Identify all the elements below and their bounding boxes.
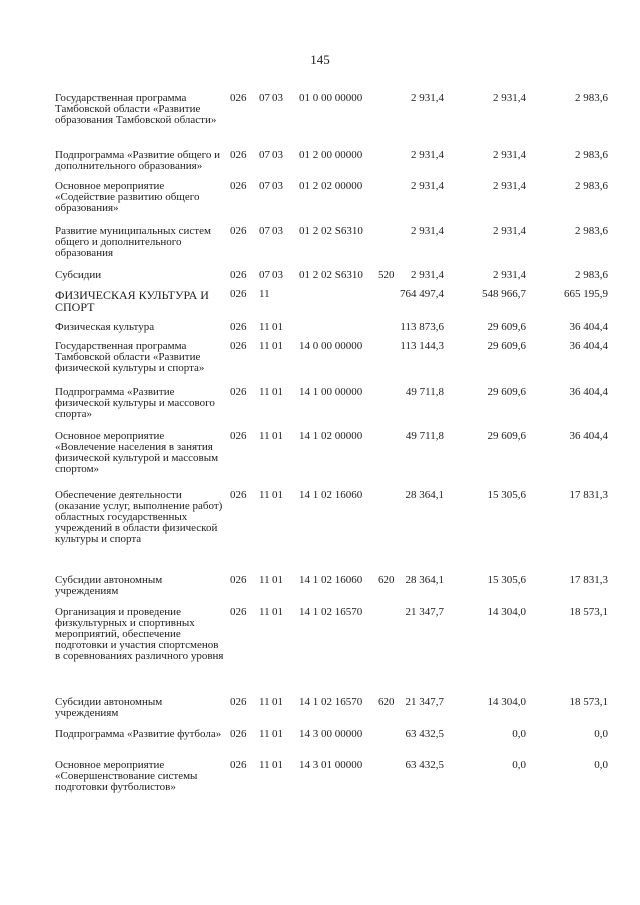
row-value-1: 764 497,4	[400, 288, 444, 300]
row-value-2: 29 609,6	[487, 340, 526, 352]
row-value-2: 2 931,4	[493, 92, 526, 104]
row-section: 11	[259, 574, 270, 586]
row-section: 07	[259, 225, 270, 237]
row-value-2: 29 609,6	[487, 321, 526, 333]
row-value-2: 548 966,7	[482, 288, 526, 300]
row-target-article: 14 3 01 00000	[299, 759, 363, 771]
row-value-1: 49 711,8	[405, 430, 444, 442]
row-value-3: 18 573,1	[569, 606, 608, 618]
row-value-3: 18 573,1	[569, 696, 608, 708]
row-name: Подпрограмма «Развитие футбола»	[55, 728, 222, 740]
row-target-article: 14 1 02 16060	[299, 489, 363, 501]
row-section: 11	[259, 606, 270, 618]
row-value-3: 36 404,4	[569, 430, 608, 442]
row-expense-type: 620	[378, 696, 395, 708]
row-name: Основное мероприятие «Содействие развитию общего образования»	[55, 180, 200, 214]
row-section: 11	[259, 340, 270, 352]
row-admin-code: 026	[230, 386, 247, 398]
row-admin-code: 026	[230, 728, 247, 740]
row-name: ФИЗИЧЕСКАЯ КУЛЬТУРА И СПОРТ	[55, 288, 209, 314]
row-name: Обеспечение деятельности (оказание услуг, выполнение работ) областных государственных учреждений в области физической культуры и спорта	[55, 489, 223, 545]
row-name: Подпрограмма «Развитие общего и дополнительного образования»	[55, 149, 221, 172]
row-value-1: 21 347,7	[405, 606, 444, 618]
row-value-1: 2 931,4	[411, 180, 444, 192]
row-subsection: 01	[272, 386, 283, 398]
row-value-3: 36 404,4	[569, 340, 608, 352]
row-target-article: 14 1 02 16060	[299, 574, 363, 586]
row-admin-code: 026	[230, 340, 247, 352]
row-value-2: 2 931,4	[493, 225, 526, 237]
row-section: 07	[259, 92, 270, 104]
row-value-1: 28 364,1	[405, 489, 444, 501]
row-value-2: 29 609,6	[487, 386, 526, 398]
row-section: 11	[259, 386, 270, 398]
row-name: Организация и проведение физкультурных и спортивных мероприятий, обеспечение подготовки и участия спортсменов в соревнованиях различного уровня	[55, 606, 224, 662]
row-expense-type: 520	[378, 269, 395, 281]
row-target-article: 14 0 00 00000	[299, 340, 363, 352]
row-admin-code: 026	[230, 225, 247, 237]
row-target-article: 14 3 00 00000	[299, 728, 363, 740]
row-section: 07	[259, 149, 270, 161]
row-target-article: 01 0 00 00000	[299, 92, 363, 104]
row-value-1: 2 931,4	[411, 269, 444, 281]
row-value-1: 63 432,5	[405, 759, 444, 771]
row-section: 11	[259, 759, 270, 771]
row-value-3: 0,0	[594, 728, 608, 740]
row-section: 11	[259, 288, 270, 300]
row-value-1: 21 347,7	[405, 696, 444, 708]
row-subsection: 03	[272, 269, 283, 281]
row-admin-code: 026	[230, 149, 247, 161]
row-section: 11	[259, 696, 270, 708]
row-target-article: 14 1 02 16570	[299, 696, 363, 708]
row-value-1: 113 873,6	[400, 321, 444, 333]
row-name: Подпрограмма «Развитие физической культуры и массового спорта»	[55, 386, 215, 420]
row-name: Основное мероприятие «Совершенствование системы подготовки футболистов»	[55, 759, 198, 793]
row-value-3: 0,0	[594, 759, 608, 771]
row-subsection: 01	[272, 759, 283, 771]
row-value-2: 14 304,0	[487, 606, 526, 618]
row-value-2: 15 305,6	[487, 489, 526, 501]
row-admin-code: 026	[230, 92, 247, 104]
row-section: 07	[259, 269, 270, 281]
row-value-1: 2 931,4	[411, 225, 444, 237]
row-value-1: 63 432,5	[405, 728, 444, 740]
row-subsection: 03	[272, 149, 283, 161]
row-name: Государственная программа Тамбовской области «Развитие образования Тамбовской области»	[55, 92, 217, 126]
row-name: Субсидии	[55, 269, 102, 281]
row-target-article: 01 2 02 S6310	[299, 225, 363, 237]
row-target-article: 01 2 02 S6310	[299, 269, 363, 281]
row-value-3: 2 983,6	[575, 225, 608, 237]
row-value-3: 665 195,9	[564, 288, 608, 300]
row-value-1: 113 144,3	[400, 340, 444, 352]
row-subsection: 03	[272, 92, 283, 104]
row-subsection: 01	[272, 489, 283, 501]
row-target-article: 01 2 00 00000	[299, 149, 363, 161]
row-name: Субсидии автономным учреждениям	[55, 696, 163, 719]
row-value-3: 2 983,6	[575, 269, 608, 281]
row-admin-code: 026	[230, 430, 247, 442]
row-admin-code: 026	[230, 288, 247, 300]
row-value-3: 17 831,3	[569, 489, 608, 501]
row-section: 11	[259, 430, 270, 442]
row-value-2: 15 305,6	[487, 574, 526, 586]
row-value-2: 29 609,6	[487, 430, 526, 442]
row-subsection: 03	[272, 180, 283, 192]
row-admin-code: 026	[230, 696, 247, 708]
row-value-1: 2 931,4	[411, 149, 444, 161]
row-section: 11	[259, 321, 270, 333]
row-name: Физическая культура	[55, 321, 155, 333]
row-value-1: 2 931,4	[411, 92, 444, 104]
row-subsection: 01	[272, 728, 283, 740]
row-admin-code: 026	[230, 489, 247, 501]
page-number: 145	[310, 52, 330, 67]
row-value-2: 0,0	[512, 728, 526, 740]
row-subsection: 01	[272, 606, 283, 618]
row-value-3: 2 983,6	[575, 149, 608, 161]
row-value-3: 2 983,6	[575, 92, 608, 104]
row-value-3: 36 404,4	[569, 386, 608, 398]
row-name: Субсидии автономным учреждениям	[55, 574, 163, 597]
row-admin-code: 026	[230, 759, 247, 771]
row-expense-type: 620	[378, 574, 395, 586]
row-value-3: 36 404,4	[569, 321, 608, 333]
row-subsection: 01	[272, 340, 283, 352]
row-target-article: 14 1 02 16570	[299, 606, 363, 618]
row-section: 11	[259, 489, 270, 501]
row-admin-code: 026	[230, 321, 247, 333]
row-name: Государственная программа Тамбовской области «Развитие физической культуры и спорта»	[55, 340, 205, 374]
row-value-2: 0,0	[512, 759, 526, 771]
row-subsection: 01	[272, 430, 283, 442]
row-target-article: 14 1 00 00000	[299, 386, 363, 398]
row-name: Основное мероприятие «Вовлечение населения в занятия физической культурой и массовым спортом»	[55, 430, 219, 475]
row-value-1: 28 364,1	[405, 574, 444, 586]
row-value-1: 49 711,8	[405, 386, 444, 398]
row-target-article: 01 2 02 00000	[299, 180, 363, 192]
row-section: 07	[259, 180, 270, 192]
row-admin-code: 026	[230, 269, 247, 281]
row-target-article: 14 1 02 00000	[299, 430, 363, 442]
row-admin-code: 026	[230, 180, 247, 192]
row-admin-code: 026	[230, 606, 247, 618]
row-value-3: 2 983,6	[575, 180, 608, 192]
row-value-2: 2 931,4	[493, 180, 526, 192]
row-value-2: 2 931,4	[493, 149, 526, 161]
row-value-3: 17 831,3	[569, 574, 608, 586]
row-name: Развитие муниципальных систем общего и дополнительного образования	[55, 225, 211, 259]
row-subsection: 03	[272, 225, 283, 237]
row-subsection: 01	[272, 321, 283, 333]
row-value-2: 2 931,4	[493, 269, 526, 281]
row-subsection: 01	[272, 696, 283, 708]
row-subsection: 01	[272, 574, 283, 586]
row-admin-code: 026	[230, 574, 247, 586]
row-value-2: 14 304,0	[487, 696, 526, 708]
row-section: 11	[259, 728, 270, 740]
